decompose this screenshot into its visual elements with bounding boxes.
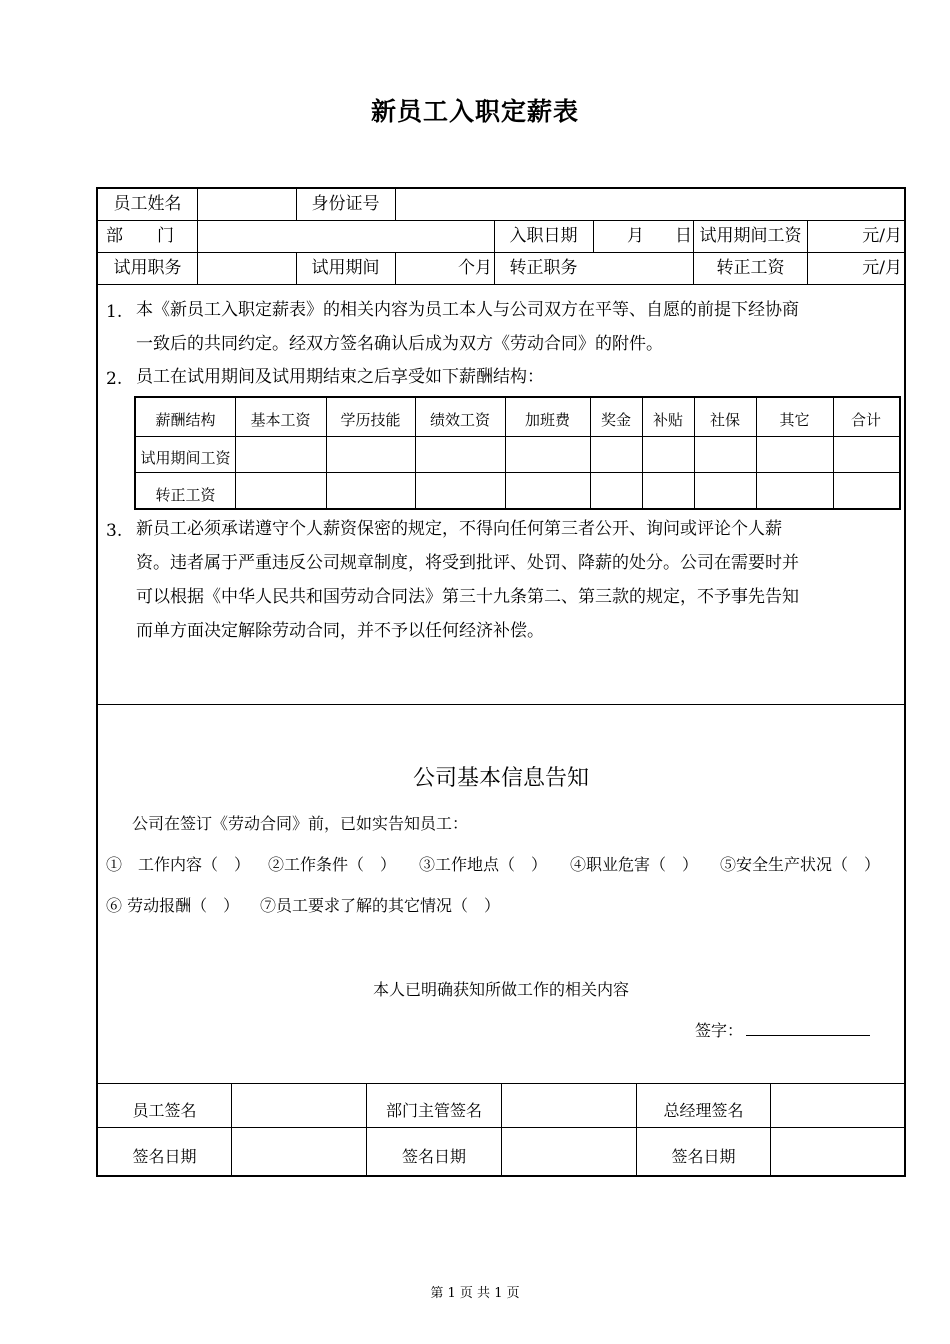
regular-salary-unit: 元/月 xyxy=(862,258,902,278)
salary-structure-table xyxy=(134,396,901,510)
clause-1-line-2: 一致后的共同约定。经双方签名确认后成为双方《劳动合同》的附件。 xyxy=(136,334,663,354)
signature-label: 签字： xyxy=(695,1021,744,1040)
page-footer: 第 1 页 共 1 页 xyxy=(430,1286,520,1301)
salary-header-education: 学历技能 xyxy=(340,411,401,429)
employee-sign-label: 员工签名 xyxy=(132,1101,197,1120)
clause-2-line-1: 员工在试用期间及试用期结束之后享受如下薪酬结构： xyxy=(136,367,544,387)
entry-date-day: 日 xyxy=(675,226,692,246)
clause-3-number: 3. xyxy=(106,521,123,541)
gm-sign-date-label: 签名日期 xyxy=(671,1147,736,1166)
entry-date-month: 月 xyxy=(627,226,644,246)
manager-sign-date-label: 签名日期 xyxy=(401,1147,466,1166)
form-frame xyxy=(96,187,906,1177)
employee-sign-field[interactable] xyxy=(232,1085,365,1125)
acknowledge-text: 本人已明确获知所做工作的相关内容 xyxy=(372,980,629,999)
notice-item-4: ④职业危害（ ） xyxy=(570,855,699,874)
manager-sign-date-field[interactable] xyxy=(502,1129,635,1173)
salary-header-overtime: 加班费 xyxy=(524,411,570,429)
probation-salary-unit: 元/月 xyxy=(862,226,902,246)
salary-row-probation: 试用期间工资 xyxy=(140,449,231,467)
clause-3-line-4: 而单方面决定解除劳动合同，并不予以任何经济补偿。 xyxy=(136,621,544,641)
salary-header-basic: 基本工资 xyxy=(250,411,311,429)
notice-item-6: ⑥ 劳动报酬（ ） xyxy=(106,896,240,915)
regular-salary-label: 转正工资 xyxy=(716,258,785,278)
regular-position-label: 转正职务 xyxy=(509,258,578,278)
clause-1-line-1: 本《新员工入职定薪表》的相关内容为员工本人与公司双方在平等、自愿的前提下经协商 xyxy=(136,300,799,320)
entry-date-label: 入职日期 xyxy=(509,226,578,246)
salary-header-bonus: 奖金 xyxy=(600,411,631,429)
page-title: 新员工入职定薪表 xyxy=(370,97,579,126)
row-divider xyxy=(136,436,899,437)
salary-header-total: 合计 xyxy=(850,411,881,429)
probation-position-label: 试用职务 xyxy=(113,258,182,278)
notice-heading: 公司基本信息告知 xyxy=(412,766,589,791)
gm-sign-label: 总经理签名 xyxy=(663,1101,744,1120)
salary-header-allowance: 补贴 xyxy=(652,411,683,429)
manager-sign-label: 部门主管签名 xyxy=(385,1101,482,1120)
probation-position-field[interactable] xyxy=(197,254,296,282)
probation-period-label: 试用期间 xyxy=(311,258,380,278)
clause-3-line-2: 资。违者属于严重违反公司规章制度，将受到批评、处罚、降薪的处分。公司在需要时并 xyxy=(136,553,799,573)
row-divider xyxy=(98,220,904,221)
notice-item-5: ⑤安全生产状况（ ） xyxy=(720,855,881,874)
notice-intro: 公司在签订《劳动合同》前，已如实告知员工： xyxy=(132,814,469,833)
row-divider xyxy=(98,284,904,285)
department-label: 部 门 xyxy=(106,226,174,246)
salary-header-other: 其它 xyxy=(779,411,810,429)
col-divider xyxy=(593,220,594,252)
row-divider xyxy=(98,252,904,253)
clause-3-line-3: 可以根据《中华人民共和国劳动合同法》第三十九条第二、第三款的规定，不予事先告知 xyxy=(136,587,799,607)
salary-header-structure: 薪酬结构 xyxy=(155,411,216,429)
notice-item-1: ① 工作内容（ ） xyxy=(106,855,251,874)
employee-sign-date-label: 签名日期 xyxy=(132,1147,197,1166)
gm-sign-field[interactable] xyxy=(771,1085,903,1125)
probation-period-unit: 个月 xyxy=(458,258,492,278)
signature-line[interactable] xyxy=(746,1035,870,1036)
salary-header-performance: 绩效工资 xyxy=(429,411,490,429)
department-field[interactable] xyxy=(197,222,494,250)
salary-header-insurance: 社保 xyxy=(709,411,740,429)
employee-name-label: 员工姓名 xyxy=(113,194,182,214)
notice-item-3: ③工作地点（ ） xyxy=(419,855,548,874)
clause-1-number: 1. xyxy=(106,302,123,322)
employee-name-field[interactable] xyxy=(197,191,296,219)
clause-2-number: 2. xyxy=(106,369,123,389)
id-number-label: 身份证号 xyxy=(311,194,380,214)
manager-sign-field[interactable] xyxy=(502,1085,635,1125)
gm-sign-date-field[interactable] xyxy=(771,1129,903,1173)
clause-3-line-1: 新员工必须承诺遵守个人薪资保密的规定，不得向任何第三者公开、询问或评论个人薪 xyxy=(136,519,782,539)
id-number-field[interactable] xyxy=(395,191,904,219)
employee-sign-date-field[interactable] xyxy=(232,1129,365,1173)
row-divider xyxy=(136,472,899,473)
regular-position-field[interactable] xyxy=(593,254,693,282)
salary-row-regular: 转正工资 xyxy=(155,486,216,504)
probation-salary-label: 试用期间工资 xyxy=(699,226,802,246)
notice-item-7: ⑦员工要求了解的其它情况（ ） xyxy=(260,896,501,915)
notice-item-2: ②工作条件（ ） xyxy=(268,855,397,874)
section-divider xyxy=(98,704,904,705)
